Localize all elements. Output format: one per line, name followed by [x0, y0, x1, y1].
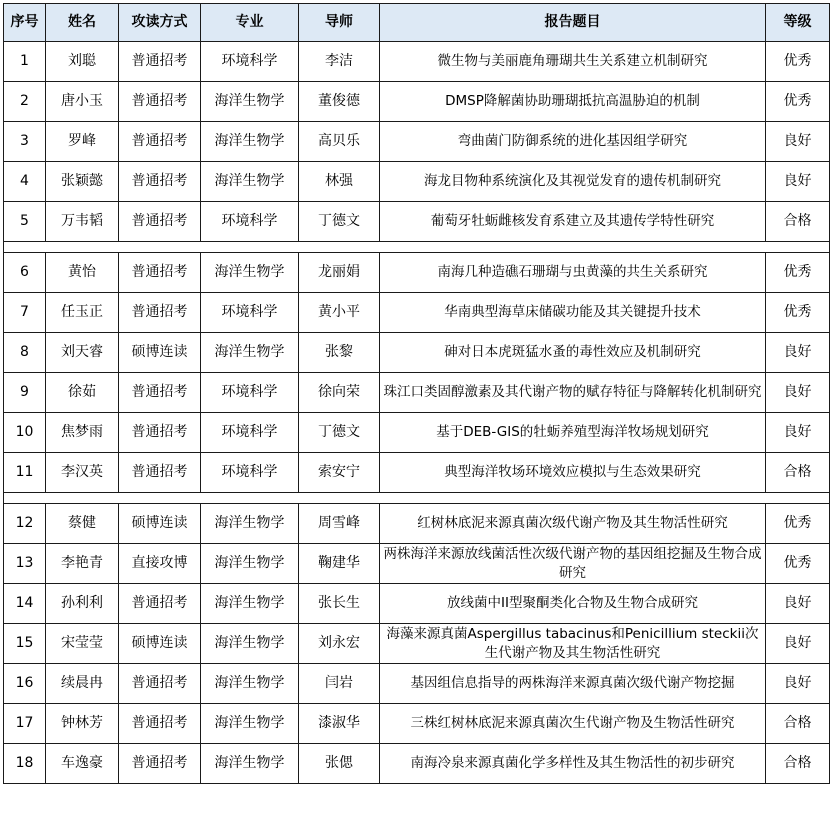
- header-grade: 等级: [766, 4, 830, 42]
- cell-major: 环境科学: [201, 42, 299, 82]
- cell-no: 2: [4, 82, 46, 122]
- table-row: [4, 584, 830, 624]
- cell-advisor: 李洁: [299, 42, 380, 82]
- cell-major: 海洋生物学: [201, 624, 299, 664]
- cell-mode: 普通招考: [119, 453, 201, 493]
- cell-no: 16: [4, 664, 46, 704]
- cell-major: 环境科学: [201, 202, 299, 242]
- cell-mode: 普通招考: [119, 162, 201, 202]
- cell-grade: 良好: [766, 624, 830, 664]
- cell-title: 红树林底泥来源真菌次级代谢产物及其生物活性研究: [380, 504, 766, 544]
- table-row: [4, 664, 830, 704]
- cell-major: 海洋生物学: [201, 253, 299, 293]
- cell-grade: 合格: [766, 202, 830, 242]
- cell-title: 葡萄牙牡蛎雌核发育系建立及其遗传学特性研究: [380, 202, 766, 242]
- cell-advisor: 张长生: [299, 584, 380, 624]
- cell-no: 17: [4, 704, 46, 744]
- cell-name: 黄怡: [46, 253, 119, 293]
- cell-major: 环境科学: [201, 293, 299, 333]
- cell-advisor: 丁德文: [299, 202, 380, 242]
- cell-name: 孙利利: [46, 584, 119, 624]
- header-mode: 攻读方式: [119, 4, 201, 42]
- cell-mode: 普通招考: [119, 122, 201, 162]
- cell-mode: 普通招考: [119, 664, 201, 704]
- cell-grade: 合格: [766, 704, 830, 744]
- cell-name: 蔡健: [46, 504, 119, 544]
- header-name: 姓名: [46, 4, 119, 42]
- group-separator: [4, 242, 830, 253]
- cell-title: 弯曲菌门防御系统的进化基因组学研究: [380, 122, 766, 162]
- cell-advisor: 漆淑华: [299, 704, 380, 744]
- cell-grade: 优秀: [766, 253, 830, 293]
- cell-mode: 普通招考: [119, 704, 201, 744]
- cell-advisor: 闫岩: [299, 664, 380, 704]
- table-row: [4, 544, 830, 584]
- cell-grade: 优秀: [766, 82, 830, 122]
- cell-grade: 优秀: [766, 42, 830, 82]
- table-row: [4, 122, 830, 162]
- group-separator-cell: [4, 242, 830, 253]
- cell-advisor: 林强: [299, 162, 380, 202]
- cell-grade: 良好: [766, 413, 830, 453]
- cell-title: 微生物与美丽鹿角珊瑚共生关系建立机制研究: [380, 42, 766, 82]
- cell-no: 10: [4, 413, 46, 453]
- cell-title: 两株海洋来源放线菌活性次级代谢产物的基因组挖掘及生物合成研究: [380, 544, 766, 584]
- cell-title: 海龙目物种系统演化及其视觉发育的遗传机制研究: [380, 162, 766, 202]
- cell-name: 刘天睿: [46, 333, 119, 373]
- cell-grade: 优秀: [766, 544, 830, 584]
- cell-grade: 合格: [766, 744, 830, 784]
- results-table: [3, 3, 830, 784]
- cell-no: 14: [4, 584, 46, 624]
- cell-no: 1: [4, 42, 46, 82]
- cell-title: 海藻来源真菌Aspergillus tabacinus和Penicillium steckii次生代谢产物及其生物活性研究: [380, 624, 766, 664]
- cell-no: 9: [4, 373, 46, 413]
- cell-major: 海洋生物学: [201, 333, 299, 373]
- cell-major: 海洋生物学: [201, 82, 299, 122]
- cell-major: 环境科学: [201, 373, 299, 413]
- cell-advisor: 鞠建华: [299, 544, 380, 584]
- cell-mode: 普通招考: [119, 413, 201, 453]
- cell-title: 基因组信息指导的两株海洋来源真菌次级代谢产物挖掘: [380, 664, 766, 704]
- cell-name: 万韦韬: [46, 202, 119, 242]
- cell-name: 徐茹: [46, 373, 119, 413]
- cell-major: 海洋生物学: [201, 744, 299, 784]
- cell-name: 车逸豪: [46, 744, 119, 784]
- cell-major: 海洋生物学: [201, 704, 299, 744]
- cell-grade: 良好: [766, 333, 830, 373]
- cell-advisor: 张黎: [299, 333, 380, 373]
- cell-major: 海洋生物学: [201, 584, 299, 624]
- cell-mode: 普通招考: [119, 373, 201, 413]
- cell-major: 海洋生物学: [201, 664, 299, 704]
- cell-title: 放线菌中II型聚酮类化合物及生物合成研究: [380, 584, 766, 624]
- cell-no: 6: [4, 253, 46, 293]
- cell-name: 续晨冉: [46, 664, 119, 704]
- cell-no: 18: [4, 744, 46, 784]
- cell-name: 李艳青: [46, 544, 119, 584]
- cell-major: 海洋生物学: [201, 504, 299, 544]
- cell-mode: 硕博连读: [119, 504, 201, 544]
- cell-advisor: 龙丽娟: [299, 253, 380, 293]
- cell-name: 李汉英: [46, 453, 119, 493]
- cell-title: 基于DEB-GIS的牡蛎养殖型海洋牧场规划研究: [380, 413, 766, 453]
- cell-grade: 良好: [766, 664, 830, 704]
- cell-name: 张颖懿: [46, 162, 119, 202]
- cell-grade: 良好: [766, 162, 830, 202]
- cell-name: 罗峰: [46, 122, 119, 162]
- cell-advisor: 丁德文: [299, 413, 380, 453]
- cell-title: 珠江口类固醇激素及其代谢产物的赋存特征与降解转化机制研究: [380, 373, 766, 413]
- cell-grade: 良好: [766, 122, 830, 162]
- cell-mode: 硕博连读: [119, 624, 201, 664]
- cell-title: 华南典型海草床储碳功能及其关键提升技术: [380, 293, 766, 333]
- header-major: 专业: [201, 4, 299, 42]
- cell-title: 典型海洋牧场环境效应模拟与生态效果研究: [380, 453, 766, 493]
- cell-advisor: 索安宁: [299, 453, 380, 493]
- cell-mode: 普通招考: [119, 744, 201, 784]
- table-row: [4, 202, 830, 242]
- group-separator: [4, 493, 830, 504]
- table-row: [4, 162, 830, 202]
- cell-no: 4: [4, 162, 46, 202]
- cell-name: 唐小玉: [46, 82, 119, 122]
- table-row: [4, 744, 830, 784]
- cell-grade: 优秀: [766, 293, 830, 333]
- cell-no: 12: [4, 504, 46, 544]
- cell-name: 刘聪: [46, 42, 119, 82]
- table-row: [4, 293, 830, 333]
- results-table-container: [3, 3, 829, 784]
- table-row: [4, 704, 830, 744]
- header-row: [4, 4, 830, 42]
- table-row: [4, 453, 830, 493]
- table-row: [4, 373, 830, 413]
- group-separator-cell: [4, 493, 830, 504]
- table-body: [4, 42, 830, 784]
- cell-title: 南海几种造礁石珊瑚与虫黄藻的共生关系研究: [380, 253, 766, 293]
- cell-advisor: 张偲: [299, 744, 380, 784]
- table-row: [4, 42, 830, 82]
- table-row: [4, 253, 830, 293]
- cell-major: 环境科学: [201, 453, 299, 493]
- cell-mode: 硕博连读: [119, 333, 201, 373]
- cell-advisor: 徐向荣: [299, 373, 380, 413]
- cell-mode: 普通招考: [119, 82, 201, 122]
- cell-grade: 良好: [766, 373, 830, 413]
- header-no: 序号: [4, 4, 46, 42]
- cell-name: 任玉正: [46, 293, 119, 333]
- cell-no: 15: [4, 624, 46, 664]
- cell-mode: 普通招考: [119, 253, 201, 293]
- cell-name: 钟林芳: [46, 704, 119, 744]
- cell-major: 海洋生物学: [201, 122, 299, 162]
- cell-mode: 直接攻博: [119, 544, 201, 584]
- cell-major: 海洋生物学: [201, 544, 299, 584]
- cell-major: 海洋生物学: [201, 162, 299, 202]
- cell-title: 三株红树林底泥来源真菌次生代谢产物及生物活性研究: [380, 704, 766, 744]
- cell-mode: 普通招考: [119, 293, 201, 333]
- table-row: [4, 82, 830, 122]
- cell-advisor: 周雪峰: [299, 504, 380, 544]
- cell-no: 11: [4, 453, 46, 493]
- cell-no: 7: [4, 293, 46, 333]
- cell-mode: 普通招考: [119, 202, 201, 242]
- cell-no: 13: [4, 544, 46, 584]
- cell-name: 宋莹莹: [46, 624, 119, 664]
- cell-major: 环境科学: [201, 413, 299, 453]
- cell-advisor: 黄小平: [299, 293, 380, 333]
- cell-no: 8: [4, 333, 46, 373]
- cell-grade: 优秀: [766, 504, 830, 544]
- table-row: [4, 504, 830, 544]
- cell-advisor: 刘永宏: [299, 624, 380, 664]
- table-row: [4, 624, 830, 664]
- cell-grade: 良好: [766, 584, 830, 624]
- table-row: [4, 333, 830, 373]
- cell-no: 3: [4, 122, 46, 162]
- cell-grade: 合格: [766, 453, 830, 493]
- cell-title: DMSP降解菌协助珊瑚抵抗高温胁迫的机制: [380, 82, 766, 122]
- cell-title: 砷对日本虎斑猛水蚤的毒性效应及机制研究: [380, 333, 766, 373]
- table-row: [4, 413, 830, 453]
- cell-mode: 普通招考: [119, 42, 201, 82]
- header-title: 报告题目: [380, 4, 766, 42]
- cell-advisor: 董俊德: [299, 82, 380, 122]
- cell-title: 南海冷泉来源真菌化学多样性及其生物活性的初步研究: [380, 744, 766, 784]
- header-advisor: 导师: [299, 4, 380, 42]
- cell-no: 5: [4, 202, 46, 242]
- cell-advisor: 高贝乐: [299, 122, 380, 162]
- cell-mode: 普通招考: [119, 584, 201, 624]
- cell-name: 焦梦雨: [46, 413, 119, 453]
